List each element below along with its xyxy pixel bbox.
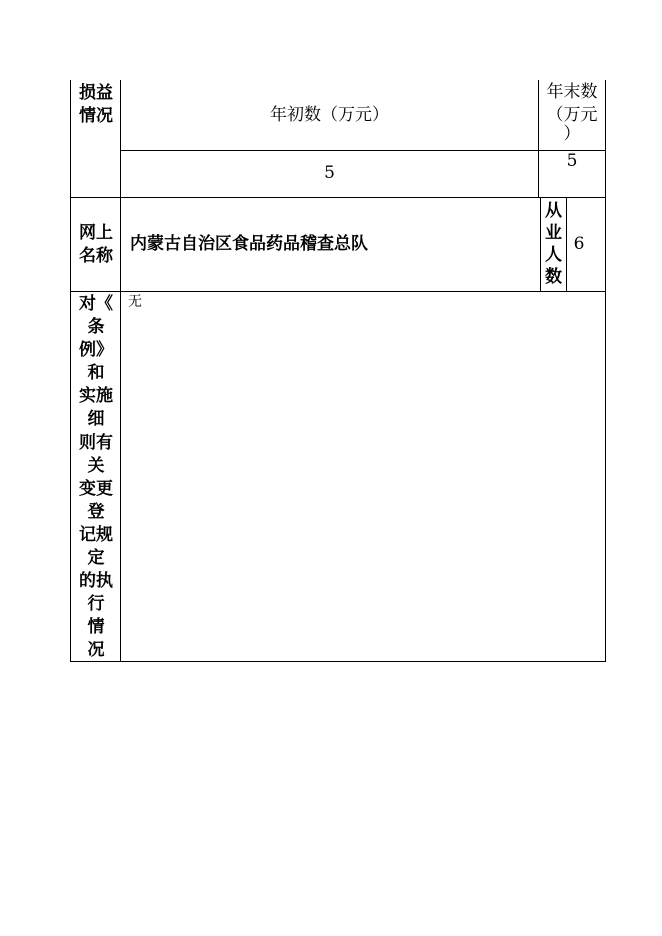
staff-count-value: 6 bbox=[573, 234, 585, 254]
table-rule bbox=[70, 291, 606, 292]
staff-count-label-char: 从 bbox=[545, 201, 562, 221]
begin-year-header: 年初数（万元） bbox=[270, 105, 389, 125]
table-rule bbox=[70, 197, 606, 198]
regulation-label-line: 例》 bbox=[79, 340, 113, 361]
online-name-label-line: 网上 bbox=[79, 223, 113, 243]
regulation-label-line: 关 bbox=[87, 455, 105, 476]
end-year-header-line: ） bbox=[563, 124, 581, 144]
profit-loss-label: 损益情况 bbox=[79, 83, 113, 126]
regulation-label-line: 变更 bbox=[79, 478, 113, 499]
regulation-label-line: 况 bbox=[87, 640, 105, 661]
regulation-label-line: 的执 bbox=[79, 571, 113, 592]
regulation-label-line: 行 bbox=[87, 594, 105, 615]
staff-count-label-char: 人 bbox=[545, 245, 562, 265]
online-name-label-line: 名称 bbox=[79, 246, 113, 266]
regulation-label-line: 对《 bbox=[79, 294, 113, 314]
table-rule bbox=[120, 150, 606, 151]
regulation-label-line: 和 bbox=[87, 363, 105, 384]
end-year-value: 5 bbox=[566, 151, 578, 171]
regulation-label-line: 定 bbox=[87, 548, 105, 569]
regulation-label-line: 情 bbox=[87, 617, 105, 638]
regulation-label-line: 条 bbox=[87, 317, 105, 338]
regulation-label bbox=[72, 293, 120, 663]
online-name-label bbox=[72, 222, 120, 268]
table-rule bbox=[70, 661, 606, 662]
regulation-value: 无 bbox=[128, 294, 142, 310]
end-year-header-line: （万元 bbox=[546, 105, 598, 125]
regulation-label-line: 实施 bbox=[79, 386, 113, 407]
staff-count-label bbox=[541, 200, 566, 288]
table-rule bbox=[605, 80, 606, 662]
online-name-value: 内蒙古自治区食品药品稽查总队 bbox=[130, 234, 368, 254]
begin-year-value: 5 bbox=[324, 163, 335, 183]
regulation-label-line: 登 bbox=[87, 501, 105, 522]
end-year-header bbox=[539, 81, 605, 144]
end-year-header-line: 年末数 bbox=[546, 82, 598, 102]
table-rule bbox=[70, 80, 71, 662]
staff-count-label-char: 业 bbox=[545, 223, 562, 243]
staff-count-label-char: 数 bbox=[545, 267, 562, 287]
regulation-label-line: 则有 bbox=[79, 432, 113, 453]
regulation-label-line: 细 bbox=[87, 409, 105, 430]
regulation-label-line: 记规 bbox=[79, 524, 113, 545]
